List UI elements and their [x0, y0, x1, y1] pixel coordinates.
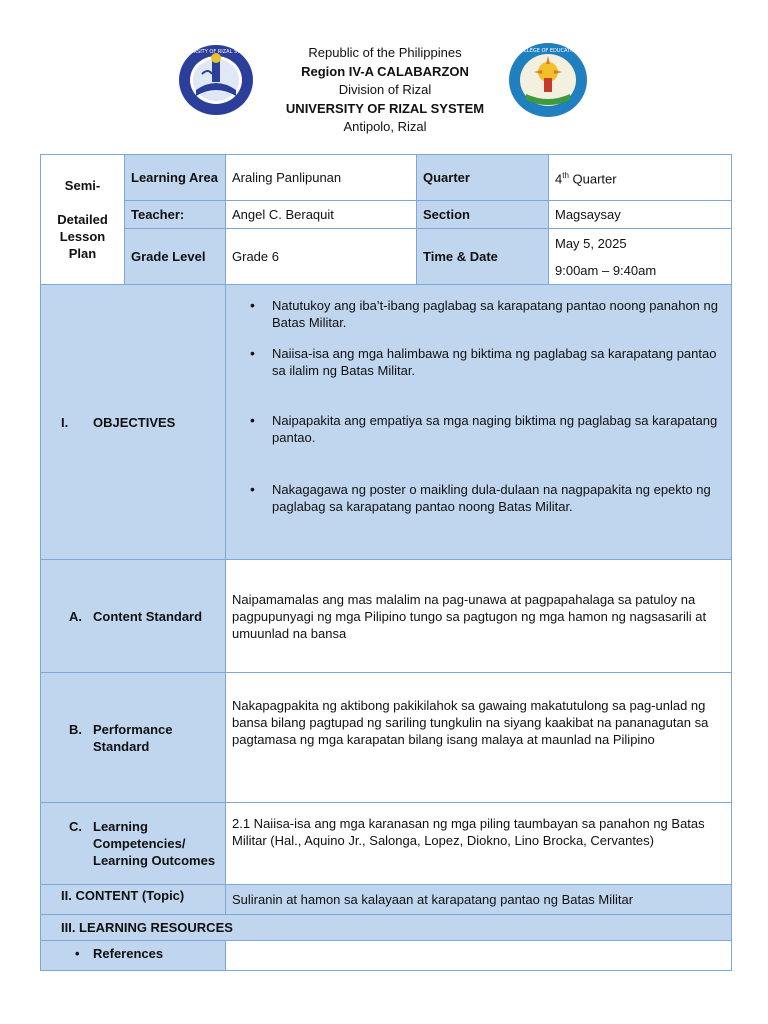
- location-line: Antipolo, Rizal: [343, 119, 427, 134]
- content-standard-number: A.: [69, 608, 82, 624]
- competencies-number: C.: [69, 819, 82, 834]
- performance-standard-label: Performance Standard: [93, 721, 173, 754]
- grade-level-label: Grade Level: [125, 229, 226, 285]
- teacher-label: Teacher:: [125, 201, 226, 229]
- objectives-list: [232, 297, 725, 515]
- college-seal-icon: [508, 42, 588, 118]
- objectives-row: [41, 285, 732, 560]
- document-type-cell: Semi- Detailed Lesson Plan: [41, 155, 125, 285]
- performance-standard-row: [41, 673, 732, 803]
- competencies-label: Learning Competencies/ Learning Outcomes: [93, 819, 216, 868]
- objectives-list-cell: [226, 285, 732, 560]
- references-label: References: [93, 946, 164, 961]
- content-topic-label: II. CONTENT (Topic): [41, 885, 226, 915]
- republic-line: Republic of the Philippines: [308, 45, 462, 60]
- competencies-label-cell: [41, 803, 226, 885]
- svg-text:UNIVERSITY OF RIZAL SYSTEM: UNIVERSITY OF RIZAL SYSTEM: [178, 49, 254, 55]
- time-date-label: Time & Date: [417, 229, 549, 285]
- competencies-text: 2.1 Naiisa-isa ang mga karanasan ng mga piling taumbayan sa panahon ng Batas Militar (Hal., Aquino Jr., Salonga, Lopez, Diokno, Lino Brocka, Cervantes): [226, 803, 732, 885]
- time-date-value: [549, 229, 732, 285]
- content-standard-label-cell: [41, 560, 226, 673]
- quarter-label: Quarter: [417, 155, 549, 201]
- objective-item: • Nakagagawa ng poster o maikling dula-dulaan na nagpapakita ng epekto ng paglabag sa karapatang pantao noong Batas Militar.: [272, 481, 725, 515]
- objectives-label: OBJECTIVES: [93, 414, 176, 430]
- grade-level-value: Grade 6: [226, 229, 417, 285]
- performance-standard-number: B.: [69, 721, 82, 737]
- objective-item: • Natutukoy ang iba’t-ibang paglabag sa karapatang pantao noong panahon ng Batas Militar.: [272, 297, 725, 331]
- references-row: [41, 941, 732, 971]
- learning-area-label: Learning Area: [125, 155, 226, 201]
- region-line: Region IV-A CALABARZON: [301, 63, 469, 79]
- learning-resources-row: [41, 915, 732, 941]
- document-header: [0, 40, 768, 140]
- info-row-2: [41, 201, 732, 229]
- performance-standard-label-cell: [41, 673, 226, 803]
- section-label: Section: [417, 201, 549, 229]
- references-value: [226, 941, 732, 971]
- info-row-1: [41, 155, 732, 201]
- teacher-value: Angel C. Beraquit: [226, 201, 417, 229]
- time-value: 9:00am – 9:40am: [555, 262, 657, 278]
- university-line: UNIVERSITY OF RIZAL SYSTEM: [285, 100, 485, 116]
- learning-area-value: Araling Panlipunan: [226, 155, 417, 201]
- division-line: Division of Rizal: [338, 82, 432, 97]
- objectives-number: I.: [61, 414, 69, 430]
- references-label-cell: [41, 941, 226, 971]
- info-row-3: [41, 229, 732, 285]
- performance-standard-text: Nakapagpakita ng aktibong pakikilahok sa gawaing makatutulong sa pag-unlad ng bansa bilang pagtupad ng sariling tungkulin na siyang kaakibat na pananagutan sa pagtamasa ng mga karapatan bilang isang malaya at maunlad na Pilipino: [226, 673, 732, 803]
- objectives-label-cell: [41, 285, 226, 560]
- content-standard-row: [41, 560, 732, 673]
- svg-text:COLLEGE OF EDUCATION: COLLEGE OF EDUCATION: [516, 48, 580, 54]
- lesson-plan-table: [40, 154, 732, 971]
- content-standard-label: Content Standard: [93, 608, 203, 624]
- bullet-icon: •: [75, 946, 80, 961]
- content-topic-row: [41, 885, 732, 915]
- date-value: May 5, 2025: [555, 235, 627, 251]
- objective-item: • Naiisa-isa ang mga halimbawa ng biktima ng paglabag sa karapatang pantao sa ilalim ng Batas Militar.: [272, 345, 725, 379]
- header-text-block: [240, 44, 530, 137]
- competencies-row: [41, 803, 732, 885]
- content-topic-text: Suliranin at hamon sa kalayaan at karapatang pantao ng Batas Militar: [226, 885, 732, 915]
- learning-resources-label: III. LEARNING RESOURCES: [41, 915, 732, 941]
- section-value: Magsaysay: [549, 201, 732, 229]
- content-standard-text: Naipamamalas ang mas malalim na pag-unawa at pagpapahalaga sa patuloy na pagpupunyagi ng mga Pilipino tungo sa pagtugon ng mga hamon ng nagsasarili at umuunlad na bansa: [226, 560, 732, 673]
- quarter-value: 4th Quarter: [549, 155, 732, 201]
- objective-item: • Naipapakita ang empatiya sa mga naging biktima ng paglabag sa karapatang pantao.: [272, 412, 725, 446]
